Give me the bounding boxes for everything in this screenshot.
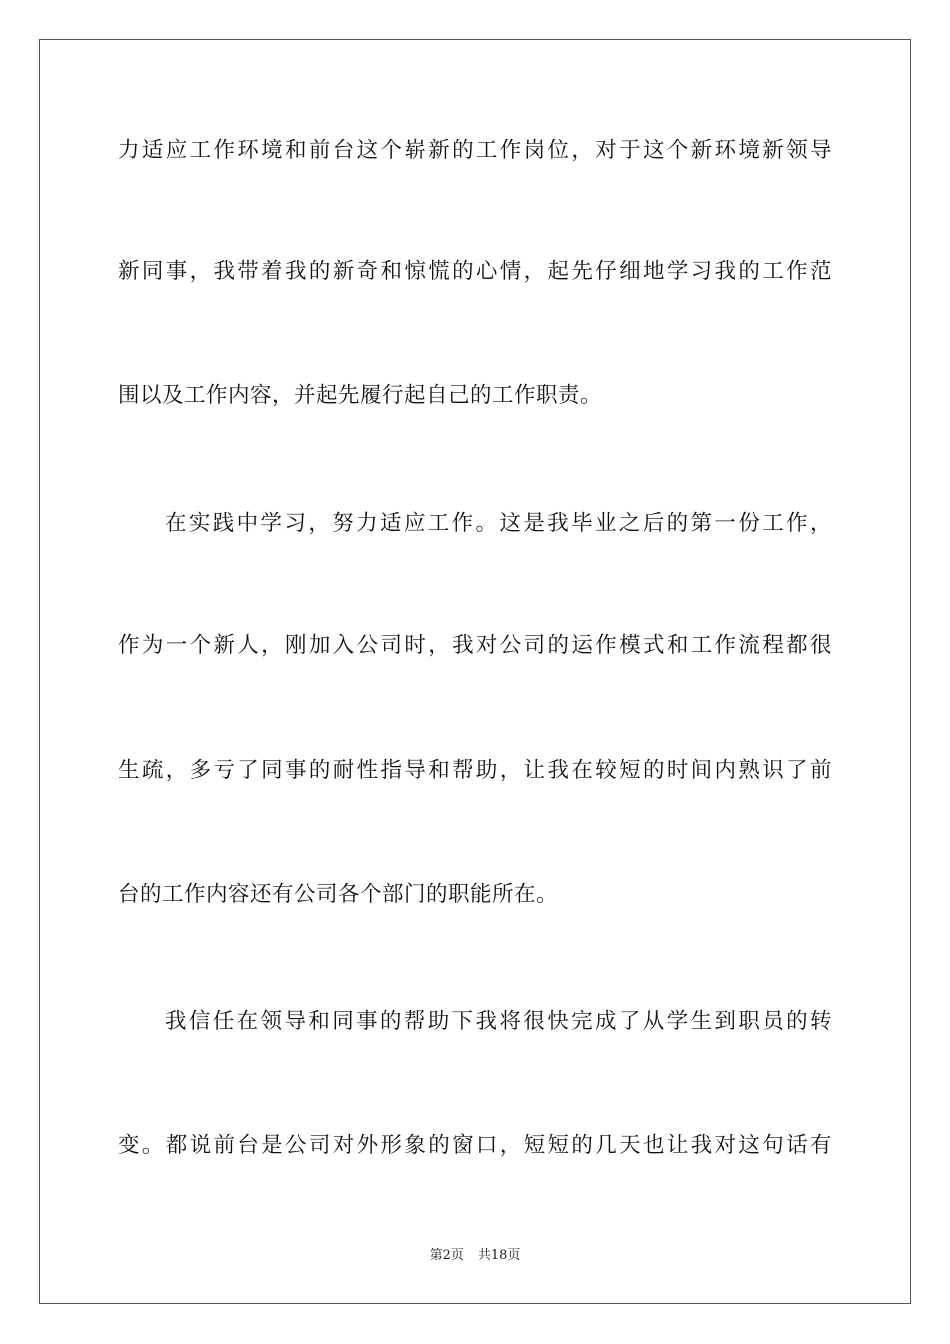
paragraph-start-line: 在实践中学习，努力适应工作。这是我毕业之后的第一份工作，: [165, 511, 832, 536]
page-footer: [0, 1247, 950, 1265]
text-line: 新同事，我带着我的新奇和惊慌的心情，起先仔细地学习我的工作范: [118, 259, 832, 284]
text-line: 力适应工作环境和前台这个崭新的工作岗位，对于这个新环境新领导: [118, 138, 832, 163]
paragraph-start-line: 我信任在领导和同事的帮助下我将很快完成了从学生到职员的转: [165, 1009, 832, 1034]
page-border: [39, 39, 911, 1304]
text-line: 生疏，多亏了同事的耐性指导和帮助，让我在较短的时间内熟识了前: [118, 758, 832, 783]
text-line: 围以及工作内容，并起先履行起自己的工作职责。: [118, 383, 603, 408]
text-line: 作为一个新人，刚加入公司时，我对公司的运作模式和工作流程都很: [118, 633, 832, 658]
total-pages: 共18页: [477, 1248, 521, 1263]
text-line: 变。都说前台是公司对外形象的窗口，短短的几天也让我对这句话有: [118, 1133, 832, 1158]
page-number: 第2页: [429, 1248, 464, 1263]
text-line: 台的工作内容还有公司各个部门的职能所在。: [118, 882, 559, 907]
